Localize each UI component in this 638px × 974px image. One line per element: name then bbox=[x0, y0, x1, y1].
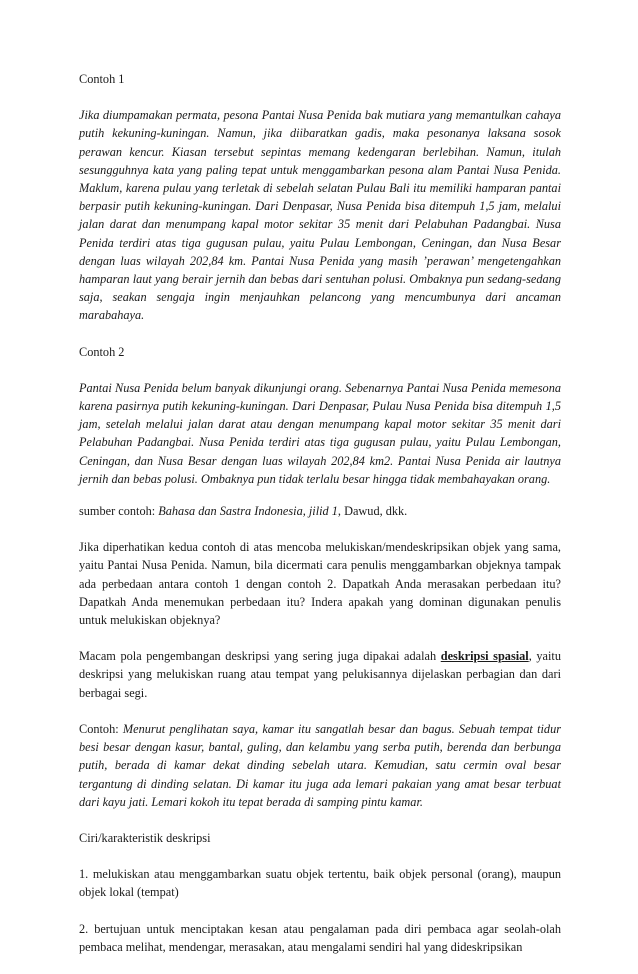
contoh-3-paragraph bbox=[79, 720, 561, 811]
ciri-item-2: 2. bertujuan untuk menciptakan kesan atau pengalaman pada diri pembaca agar seolah-olah pembaca melihat, mendengar, merasakan, atau mengalami sendiri hal yang dideskripsikan bbox=[79, 921, 561, 954]
explanation-paragraph: Jika diperhatikan kedua contoh di atas mencoba melukiskan/mendeskripsikan objek yang sama, yaitu Pantai Nusa Penida. Namun, bila dicermati cara penulis menggambarkan objeknya tampak ada perbedaan antara contoh 1 dengan contoh 2. Dapatkah Anda merasakan perbedaan itu? Dapatkah Anda menemukan perbedaan itu? Indera apakah yang dominan digunakan penulis untuk melukiskan objeknya? bbox=[79, 540, 561, 628]
source-suffix: , Dawud, dkk. bbox=[337, 504, 408, 519]
contoh-3-label: Contoh: bbox=[79, 721, 123, 736]
contoh-1-paragraph: Jika diumpamakan permata, pesona Pantai Nusa Penida bak mutiara yang memantulkan cahaya putih kekuning-kuningan. Namun, jika diibaratkan gadis, maka pesonanya laksana sosok perawan kencur. Kiasan tersebut sepintas memang kedengaran berlebihan. Namun, itulah sesungguhnya kata yang paling tepat untuk menggambarkan pesona alam Pantai Nusa Penida. Maklum, karena pulau yang terletak di sebelah selatan Pulau Bali itu memiliki hamparan pantai berpasir putih kekuning-kuningan. Dari Denpasar, Nusa Penida bisa ditempuh 1,5 jam, melalui jalan darat dan menumpang kapal motor sekitar 35 menit dari Pelabuhan Padangbai. Nusa Penida terdiri atas tiga gugusan pulau, yaitu Pulau Lembongan, Ceningan, dan Nusa Besar dengan luas wilayah 202,84 km. Pantai Nusa Penida yang masih ’perawan’ mengetengahkan hamparan laut yang berair jernih dan bebas dari sentuhan polusi. Ombaknya pun sedang-sedang saja, seakan sengaja ingin menjauhkan pelancong yang mencumbunya dari ancaman marabahaya. bbox=[79, 108, 561, 323]
ciri-heading: Ciri/karakteristik deskripsi bbox=[79, 830, 211, 845]
contoh-2-heading: Contoh 2 bbox=[79, 344, 125, 359]
contoh-1-heading: Contoh 1 bbox=[79, 72, 125, 86]
source-line bbox=[79, 502, 561, 520]
source-book-title: Bahasa dan Sastra Indonesia, jilid 1 bbox=[158, 504, 338, 519]
contoh-3-text: Menurut penglihatan saya, kamar itu sangatlah besar dan bagus. Sebuah tempat tidur besi besar dengan kasur, bantal, guling, dan kelambu yang serba putih, berenda dan berbunga putih, berada di kamar dekat dinding sebelah utara. Kemudian, satu cermin oval besar tergantung di dinding selatan. Di kamar itu juga ada lemari pakaian yang amat besar terbuat dari kayu jati. Lemari kokoh itu tepat berada di samping pintu kamar. bbox=[79, 721, 561, 809]
spasial-after: , yaitu deskripsi yang melukiskan ruang atau tempat yang pelukisannya dijelaskan perbagian dan dari berbagai segi. bbox=[79, 649, 561, 700]
ciri-item-1: 1. melukiskan atau menggambarkan suatu objek tertentu, baik objek personal (orang), maupun objek lokal (tempat) bbox=[79, 867, 561, 900]
contoh-2-paragraph: Pantai Nusa Penida belum banyak dikunjungi orang. Sebenarnya Pantai Nusa Penida memesona karena pasirnya putih kekuning-kuningan. Dari Denpasar, Pulau Nusa Penida bisa ditempuh 1,5 jam, setelah melalui jalan darat atau dengan menumpang kapal motor sekitar 35 menit dari Pelabuhan Padangbai. Nusa Penida terdiri atas tiga gugusan pulau, yaitu Pulau Lembongan, Ceningan, dan Nusa Besar dengan luas wilayah 202,84 km2. Pantai Nusa Penida air lautnya jernih dan bebas polusi. Ombaknya pun tidak terlalu besar hingga tidak membahayakan orang. bbox=[79, 380, 561, 486]
source-prefix: sumber contoh: bbox=[79, 504, 159, 519]
document-page bbox=[79, 70, 561, 974]
spasial-term: deskripsi spasial bbox=[440, 649, 529, 664]
spasial-before: Macam pola pengembangan deskripsi yang sering juga dipakai adalah bbox=[79, 649, 441, 664]
spasial-paragraph bbox=[79, 647, 561, 702]
